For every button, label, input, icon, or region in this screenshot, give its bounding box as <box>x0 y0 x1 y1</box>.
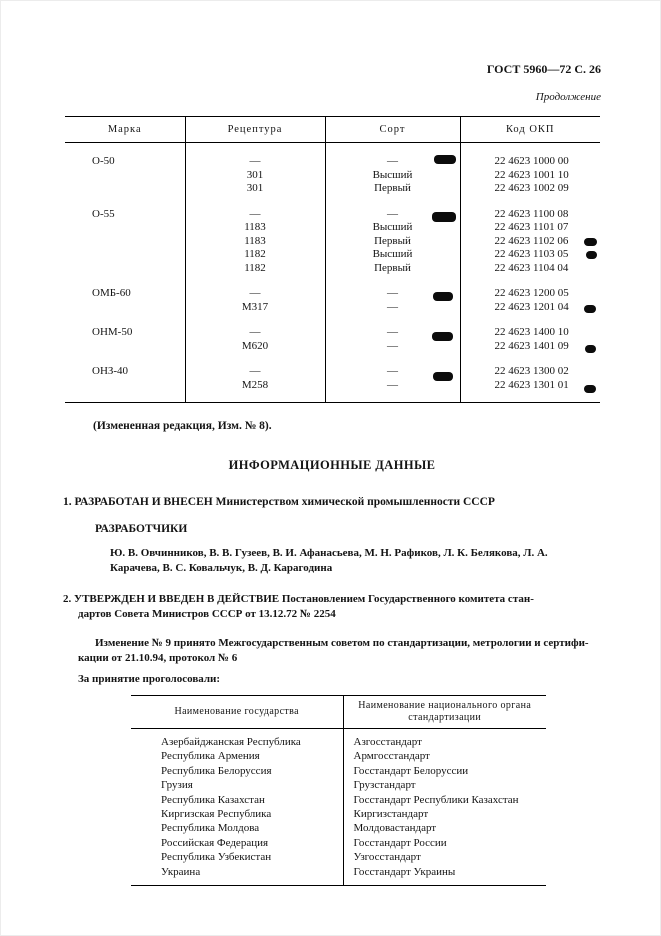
cell-recipe: — <box>185 275 325 301</box>
table-row <box>65 275 600 301</box>
scan-artifact <box>586 251 597 259</box>
continuation-label: Продолжение <box>535 91 601 103</box>
cell-state: Украина <box>161 865 201 878</box>
cell-okp-code: 22 4623 1101 07 <box>460 221 600 235</box>
col-header-okp-code: Код ОКП <box>460 117 600 143</box>
scan-artifact <box>584 238 597 246</box>
table-row <box>65 235 600 249</box>
table-row <box>131 764 546 778</box>
table-row <box>131 778 546 792</box>
cell-recipe: 301 <box>185 169 325 183</box>
cell-recipe: — <box>185 353 325 379</box>
cell-recipe: 301 <box>185 182 325 196</box>
cell-recipe: — <box>185 143 325 169</box>
cell-marka: ОМБ-60 <box>92 287 131 299</box>
col-header-state: Наименование государства <box>131 696 343 729</box>
cell-sort: Первый <box>325 182 460 196</box>
cell-sort: Первый <box>325 262 460 276</box>
cell-marka <box>65 221 185 235</box>
scan-artifact <box>434 155 456 164</box>
cell-okp-code: 22 4623 1103 05 <box>460 248 600 262</box>
cell-marka: ОНМ-50 <box>92 326 133 338</box>
cell-standards-body: Азгосстандарт <box>343 729 546 750</box>
cell-recipe: 1183 <box>185 235 325 249</box>
table-row <box>65 143 600 169</box>
col-header-recipe: Рецептура <box>185 117 325 143</box>
vote-table <box>131 695 546 886</box>
scan-artifact <box>433 292 453 301</box>
table-row <box>131 850 546 864</box>
cell-state: Грузия <box>161 779 193 792</box>
cell-sort: — <box>325 353 460 379</box>
table-row <box>131 865 546 886</box>
table-row <box>65 301 600 315</box>
table-row <box>131 807 546 821</box>
table-row <box>65 262 600 276</box>
info-data-title: ИНФОРМАЦИОННЫЕ ДАННЫЕ <box>228 458 436 472</box>
cell-marka <box>65 262 185 276</box>
table-row <box>65 248 600 262</box>
cell-state: Республика Узбекистан <box>161 851 272 864</box>
scan-artifact <box>432 212 456 222</box>
doc-reference: ГОСТ 5960—72 С. 26 <box>486 62 601 76</box>
table-row <box>65 379 600 403</box>
vote-table-header-row <box>131 696 546 729</box>
cell-state: Российская Федерация <box>161 836 269 849</box>
cell-okp-code: 22 4623 1104 04 <box>460 262 600 276</box>
scan-artifact <box>432 332 453 341</box>
vote-table-body <box>131 729 546 886</box>
okp-table <box>65 116 600 403</box>
cell-recipe: 1182 <box>185 248 325 262</box>
amendment-note: Изменение № 9 принято Межгосударственным советом по стандартизации, метрологии и сертифи- кации от 21.10.94, протокол № 6 <box>78 637 589 664</box>
table-row <box>65 353 600 379</box>
cell-marka <box>65 235 185 249</box>
table-row <box>65 314 600 340</box>
table-row <box>65 169 600 183</box>
cell-marka <box>65 340 185 354</box>
cell-state: Республика Казахстан <box>161 793 265 806</box>
cell-state: Республика Белоруссия <box>161 764 272 777</box>
cell-okp-code: 22 4623 1000 00 <box>460 143 600 169</box>
cell-standards-body: Грузстандарт <box>343 778 546 792</box>
table-row <box>131 836 546 850</box>
cell-okp-code: 22 4623 1001 10 <box>460 169 600 183</box>
cell-sort: Первый <box>325 235 460 249</box>
table-row <box>65 340 600 354</box>
cell-recipe: 1182 <box>185 262 325 276</box>
table-row <box>131 729 546 750</box>
cell-sort: Высший <box>325 221 460 235</box>
cell-marka <box>65 248 185 262</box>
cell-state: Азербайджанская Республика <box>161 736 301 748</box>
cell-sort: — <box>325 379 460 403</box>
cell-standards-body: Армгосстандарт <box>343 749 546 763</box>
cell-recipe: М620 <box>185 340 325 354</box>
col-header-standards-body: Наименование национального органа стандартизации <box>343 696 546 729</box>
developers-heading: РАЗРАБОТЧИКИ <box>95 523 188 535</box>
table-row <box>65 196 600 222</box>
cell-sort: — <box>325 275 460 301</box>
okp-table-body <box>65 143 600 403</box>
col-header-sort: Сорт <box>325 117 460 143</box>
revision-note: (Измененная редакция, Изм. № 8). <box>93 420 272 432</box>
table-row <box>65 182 600 196</box>
scan-artifact <box>584 305 596 313</box>
cell-recipe: М258 <box>185 379 325 403</box>
cell-marka: О-50 <box>92 155 115 167</box>
cell-okp-code: 22 4623 1002 09 <box>460 182 600 196</box>
cell-recipe: 1183 <box>185 221 325 235</box>
cell-recipe: — <box>185 314 325 340</box>
cell-standards-body: Госстандарт Республики Казахстан <box>343 793 546 807</box>
scan-artifact <box>433 372 453 381</box>
approved-item: 2. УТВЕРЖДЕН И ВВЕДЕН В ДЕЙСТВИЕ Постановлением Государственного комитета стан- дартов Совета Министров СССР от 13.12.72 № 2254 <box>63 593 534 620</box>
okp-table-header-row <box>65 117 600 143</box>
cell-marka: О-55 <box>92 207 115 220</box>
table-row <box>131 749 546 763</box>
cell-sort: — <box>325 143 460 169</box>
cell-sort: — <box>325 196 460 222</box>
developed-by-item: 1. РАЗРАБОТАН И ВНЕСЕН Министерством химической промышленности СССР <box>63 496 495 508</box>
vote-heading: За принятие проголосовали: <box>78 673 221 685</box>
cell-okp-code: 22 4623 1201 04 <box>460 301 600 315</box>
cell-marka <box>65 301 185 315</box>
cell-sort: — <box>325 301 460 315</box>
cell-okp-code: 22 4623 1401 09 <box>460 340 600 354</box>
cell-okp-code: 22 4623 1102 06 <box>460 235 600 249</box>
cell-state: Республика Армения <box>161 750 260 763</box>
cell-marka: ОНЗ-40 <box>92 365 129 377</box>
cell-okp-code: 22 4623 1300 02 <box>460 353 600 379</box>
cell-recipe: М317 <box>185 301 325 315</box>
cell-sort: — <box>325 314 460 340</box>
table-row <box>65 221 600 235</box>
cell-standards-body: Госстандарт Украины <box>343 865 546 886</box>
cell-okp-code: 22 4623 1400 10 <box>460 314 600 340</box>
scan-artifact <box>584 385 596 393</box>
cell-okp-code: 22 4623 1301 01 <box>460 379 600 403</box>
cell-recipe: — <box>185 196 325 222</box>
scan-artifact <box>585 345 596 353</box>
cell-okp-code: 22 4623 1200 05 <box>460 275 600 301</box>
cell-marka <box>65 169 185 183</box>
table-row <box>131 821 546 835</box>
cell-standards-body: Молдовастандарт <box>343 821 546 835</box>
cell-state: Республика Молдова <box>161 822 260 835</box>
cell-standards-body: Киргизстандарт <box>343 807 546 821</box>
developers-names: Ю. В. Овчинников, В. В. Гузеев, В. И. Афанасьева, М. Н. Рафиков, Л. К. Белякова, Л. А. Карачева, В. С. Ковальчук, В. Д. Карагодина <box>110 547 548 574</box>
cell-sort: — <box>325 340 460 354</box>
cell-sort: Высший <box>325 169 460 183</box>
cell-state: Киргизская Республика <box>161 808 272 821</box>
cell-standards-body: Госстандарт Белоруссии <box>343 764 546 778</box>
cell-marka <box>65 379 185 403</box>
table-row <box>131 793 546 807</box>
cell-sort: Высший <box>325 248 460 262</box>
cell-standards-body: Госстандарт России <box>343 836 546 850</box>
cell-okp-code: 22 4623 1100 08 <box>460 196 600 222</box>
cell-marka <box>65 182 185 196</box>
col-header-marka: Марка <box>65 117 185 143</box>
cell-standards-body: Узгосстандарт <box>343 850 546 864</box>
